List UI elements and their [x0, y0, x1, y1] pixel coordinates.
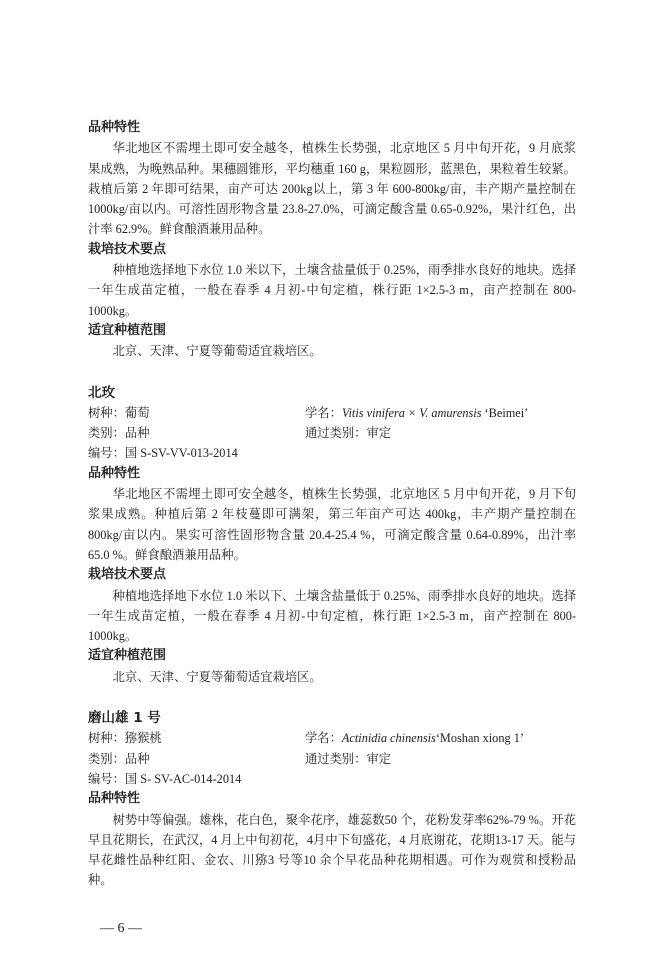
approval-type: 通过类别：审定 — [305, 751, 392, 766]
section-heading: 品种特性 — [88, 465, 141, 481]
registration-number: 编号：国 S- SV-AC-014-2014 — [88, 771, 242, 786]
scientific-name — [305, 728, 576, 748]
variety-title: 磨山雄 1 号 — [88, 710, 161, 727]
variety-title: 北玫 — [88, 384, 115, 401]
section-heading: 适宜种植范围 — [88, 648, 167, 664]
scientific-name — [305, 403, 576, 423]
page-content — [88, 118, 576, 891]
latin-name: Vitis vinifera × V. amurensis — [341, 405, 482, 420]
paragraph: 北京、天津、宁夏等葡萄适宜栽培区。 — [112, 669, 322, 684]
paragraph: 华北地区不需埋土即可安全越冬，植株生长势强，北京地区 5 月中旬开花，9 月底浆果成熟，为晚熟品种。果穗圆锥形，平均穗重 160 g，果粒圆形，蓝黑色，果粒着生较紧。栽植后第 2 年即可结果，亩产可达 200kg以上，第 3 年 600-800kg/亩，丰产期产量控制在 1000kg/亩以内。可溶性固形物含量 23.8-27.0%，可滴定酸含量 0.65-0.92%，果汁红色，出汁率 62.9%。鲜食酿酒兼用品种。 — [88, 141, 576, 237]
category: 类别：品种 — [88, 426, 150, 441]
section-heading: 适宜种植范围 — [88, 322, 167, 338]
section-heading: 品种特性 — [88, 791, 141, 807]
paragraph: 种植地选择地下水位 1.0 米以下，土壤含盐量低于 0.25%，雨季排水良好的地块。选择一年生成苗定植，一般在春季 4 月初-中旬定植，株行距 1×2.5-3 m，亩产控制在 800-1000kg。 — [88, 263, 576, 318]
section-heading: 栽培技术要点 — [88, 241, 167, 257]
info-row — [88, 749, 576, 769]
paragraph: 种植地选择地下水位 1.0 米以下、土壤含盐量低于 0.25%、雨季排水良好的地块。选择一年生成苗定植，一般在春季 4 月初-中旬定植，株行距 1×2.5-3 m，亩产控制在 800-1000kg。 — [88, 588, 576, 644]
info-row — [88, 403, 576, 423]
label: 学名： — [305, 731, 342, 746]
section-heading: 品种特性 — [88, 120, 141, 135]
cultivar-name: ‘Beimei’ — [481, 405, 529, 420]
label: 学名： — [305, 405, 342, 420]
cultivar-name: ‘Moshan xiong 1’ — [435, 731, 524, 746]
approval-type: 通过类别：审定 — [305, 426, 392, 441]
section-heading: 栽培技术要点 — [88, 567, 167, 583]
category: 类别：品种 — [88, 751, 150, 766]
info-row — [88, 728, 576, 748]
paragraph: 北京、天津、宁夏等葡萄适宜栽培区。 — [112, 344, 322, 359]
info-row — [88, 423, 576, 443]
page-number: — 6 — — [100, 920, 142, 936]
species: 树种：猕猴桃 — [88, 731, 162, 746]
paragraph: 树势中等偏强。雄株，花白色，聚伞花序，雄蕊数50 个，花粉发芽率62%-79 %。开花早且花期长，在武汉，4 月上中旬初花，4月中下旬盛花，4 月底谢花，花期13-17 天。能与早花雌性品种红阳、金农、川猕3 号等10 余个早花品种花期相遇。可作为观赏和授粉品种。 — [88, 812, 576, 888]
registration-number: 编号：国 S-SV-VV-013-2014 — [88, 446, 238, 461]
latin-name: Actinidia chinensis — [341, 731, 436, 746]
species: 树种：葡萄 — [88, 405, 150, 420]
paragraph: 华北地区不需埋土即可安全越冬，植株生长势强，北京地区 5 月中旬开花，9 月下旬浆果成熟。种植后第 2 年枝蔓即可满架，第三年亩产可达 400kg，丰产期产量控制在 800kg/亩以内。果实可溶性固形物含量 20.4-25.4 %，可滴定酸含量 0.64-0.89%，出汁率 65.0 %。鲜食酿酒兼用品种。 — [88, 487, 576, 562]
